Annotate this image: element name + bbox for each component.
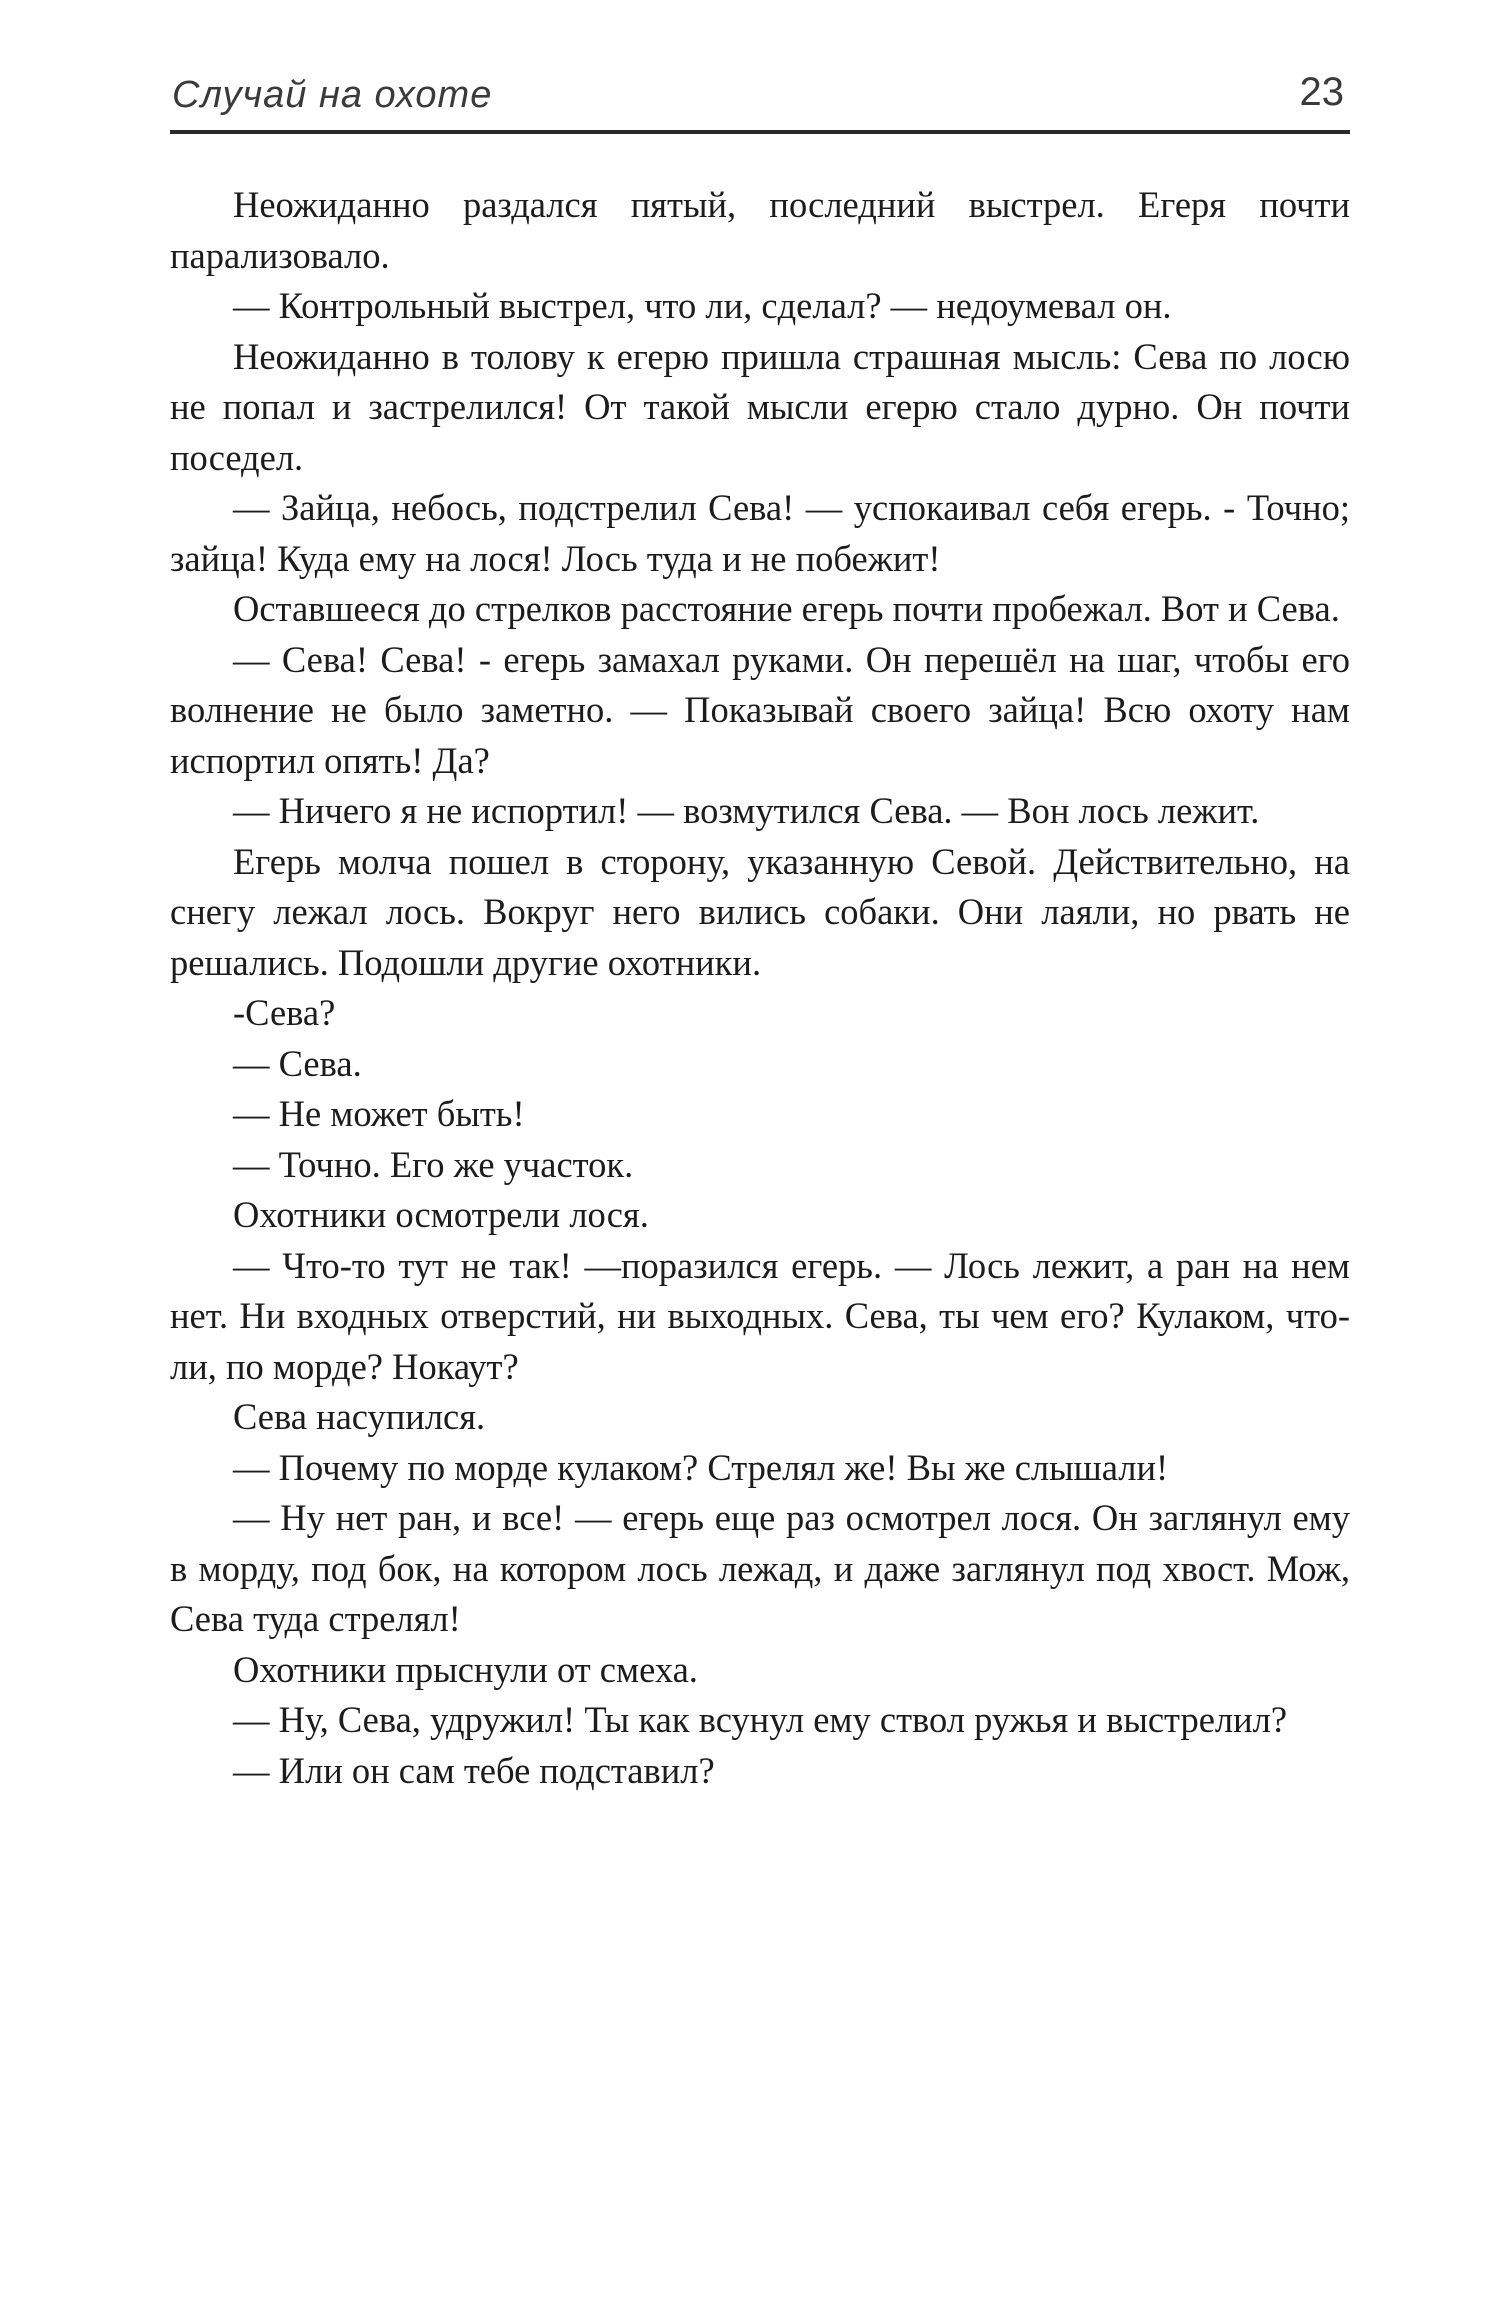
running-title: Случай на охоте (172, 74, 493, 116)
paragraph: — Точно. Его же участок. (233, 1143, 634, 1185)
paragraph: Сева насупился. (233, 1396, 486, 1437)
paragraph: Неожиданно в толову к егерю пришла страшная мысль: Сева по лосю не попал и застрелился! От такой мысли егерю стало дурно. Он почти поседел. (170, 335, 1350, 478)
paragraph: Неожиданно раздался пятый, последний выстрел. Егеря почти парализовало. (170, 184, 1350, 276)
paragraph: Оставшееся до стрелков расстояние егерь почти пробежал. Вот и Сева. (233, 588, 1340, 629)
paragraph: — Или он сам тебе подставил? (233, 1749, 715, 1791)
paragraph: — Ну, Сева, удружил! Ты как всунул ему ствол ружья и выстрелил? (233, 1699, 1288, 1740)
paragraph: — Почему по морде кулаком? Стрелял же! Вы же слышали! (233, 1446, 1169, 1488)
paragraph: — Сева. (233, 1042, 362, 1084)
paragraph: — Ничего я не испортил! — возмутился Сева. — Вон лось лежит. (233, 790, 1260, 831)
header-rule (170, 130, 1350, 134)
paragraph: — Контрольный выстрел, что ли, сделал? — недоумевал он. (233, 285, 1172, 326)
paragraph: — Не может быть! (233, 1093, 525, 1134)
paragraph: — Зайца, небось, подстрелил Сева! — успокаивал себя егерь. - Точно; зайца! Куда ему на лося! Лось туда и не побежит! (170, 487, 1350, 579)
paragraph: Егерь молча пошел в сторону, указанную Севой. Действительно, на снегу лежал лось. Вокруг него вились собаки. Они лаяли, но рвать не решались. Подошли другие охотники. (170, 840, 1350, 983)
paragraph: -Сева? (233, 992, 336, 1033)
page-number: 23 (1299, 70, 1344, 114)
paragraph: — Ну нет ран, и все! — егерь еще раз осмотрел лося. Он заглянул ему в морду, под бок, на котором лось лежад, и даже заглянул под хвост. Мож, Сева туда стрелял! (170, 1497, 1350, 1639)
paragraph: Охотники прыснули от смеха. (233, 1648, 698, 1690)
page-header (170, 68, 1350, 128)
paragraph: Охотники осмотрели лося. (233, 1194, 649, 1235)
paragraph: — Сева! Сева! - егерь замахал руками. Он перешёл на шаг, чтобы его волнение не было заметно. — Показывай своего зайца! Всю охоту нам испортил опять! Да? (170, 638, 1350, 781)
paragraph: — Что-то тут не так! —поразился егерь. — Лось лежит, а ран на нем нет. Ни входных отверстий, ни выходных. Сева, ты чем его? Кулаком, что-ли, по морде? Нокаут? (170, 1244, 1350, 1387)
body-text (170, 180, 1350, 1796)
